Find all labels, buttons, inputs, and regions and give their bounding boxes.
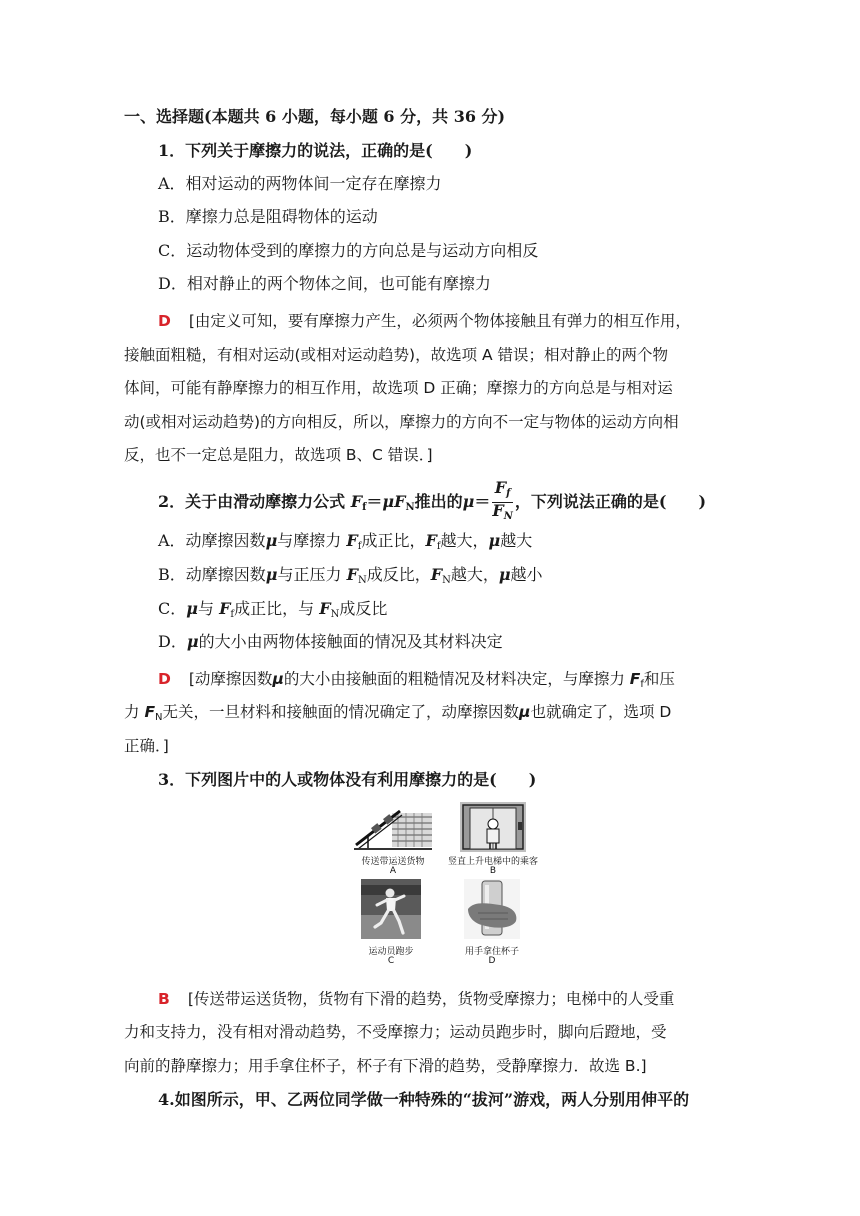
q3-explanation-line-1: B [传送带运送货物，货物有下滑的趋势，货物受摩擦力；电梯中的人受重 [158,990,675,1008]
figure-b-caption: 竖直上升电梯中的乘客 [447,857,538,867]
figure-a-conveyor-belt [354,805,432,851]
q1-answer: D [158,312,171,330]
q1-explanation-line-4: 动(或相对运动趋势)的方向相反，所以，摩擦力的方向不一定与物体的运动方向相 [124,413,679,431]
figure-d-hand-holding-cup [464,879,520,939]
q3-answer: B [158,990,170,1008]
figure-a-caption: 传送带运送货物 [361,857,425,867]
q3-explanation-line-3: 向前的静摩擦力；用手拿住杯子，杯子有下滑的趋势，受静摩擦力．故选 B.] [124,1057,647,1075]
section-heading: 一、选择题(本题共 6 小题，每小题 6 分，共 36 分) [124,107,506,126]
q1-option-b: B．摩擦力总是阻碍物体的运动 [158,207,378,226]
q1-explanation-line-1: D [由定义可知，要有摩擦力产生，必须两个物体接触且有弹力的相互作用， [158,312,691,330]
figure-d-letter: D [488,956,496,966]
q2-answer: D [158,670,171,688]
q1-explanation-line-3: 体间，可能有静摩擦力的相互作用，故选项 D 正确；摩擦力的方向总是与相对运 [124,379,673,397]
q1-option-a: A．相对运动的两物体间一定存在摩擦力 [158,174,442,193]
q2-option-d: D．μ的大小由两物体接触面的情况及其材料决定 [158,632,503,651]
figure-a-letter: A [389,866,397,876]
figure-b-elevator-passenger [460,802,526,852]
q1-option-c: C．运动物体受到的摩擦力的方向总是与运动方向相反 [158,241,539,260]
q3-stem: 3．下列图片中的人或物体没有利用摩擦力的是( ) [158,770,537,789]
q1-explanation-line-5: 反，也不一定总是阻力，故选项 B、C 错误．] [124,446,433,464]
q2-explanation-line-1: D [动摩擦因数μ的大小由接触面的粗糙情况及材料决定，与摩擦力 $F_f$和压 [158,670,675,690]
q1-stem: 1．下列关于摩擦力的说法，正确的是( ) [158,141,473,160]
q3-explanation-line-2: 力和支持力，没有相对滑动趋势，不受摩擦力；运动员跑步时，脚向后蹬地，受 [124,1023,667,1041]
figure-c-letter: C [387,956,395,966]
q2-explanation-line-2: 力 $F_N$无关，一旦材料和接触面的情况确定了，动摩擦因数μ也就确定了，选项 D [124,703,672,723]
q1-explanation-line-2: 接触面粗糙，有相对运动(或相对运动趋势)，故选项 A 错误；相对静止的两个物 [124,346,669,364]
q2-fraction: $\frac{F_f}{F_N}$ [492,478,513,522]
q4-stem: 4.如图所示，甲、乙两位同学做一种特殊的“拔河”游戏，两人分别用伸平的 [158,1090,690,1109]
q2-stem: 2．关于由滑动摩擦力公式 $F_f=\mu F_N$推出的μ＝ $\frac{F_f}{F_N}$ ，下列说法正确的是( ) [158,480,774,525]
q1-option-d: D．相对静止的两个物体之间，也可能有摩擦力 [158,274,491,293]
figure-b-letter: B [489,866,497,876]
q2-option-a: A．动摩擦因数μ与摩擦力 $F_f$成正比，$F_f$越大，μ越大 [158,531,533,552]
figure-d-caption: 用手拿住杯子 [464,947,519,957]
q2-option-b: B．动摩擦因数μ与正压力 $F_N$成反比，$F_N$越大，μ越小 [158,565,543,586]
figure-c-runner [361,879,421,939]
figure-c-caption: 运动员跑步 [368,947,414,957]
q2-option-c: C．μ与 $F_f$成正比，与 $F_N$成反比 [158,599,388,620]
q2-explanation-line-3: 正确．] [124,737,169,755]
